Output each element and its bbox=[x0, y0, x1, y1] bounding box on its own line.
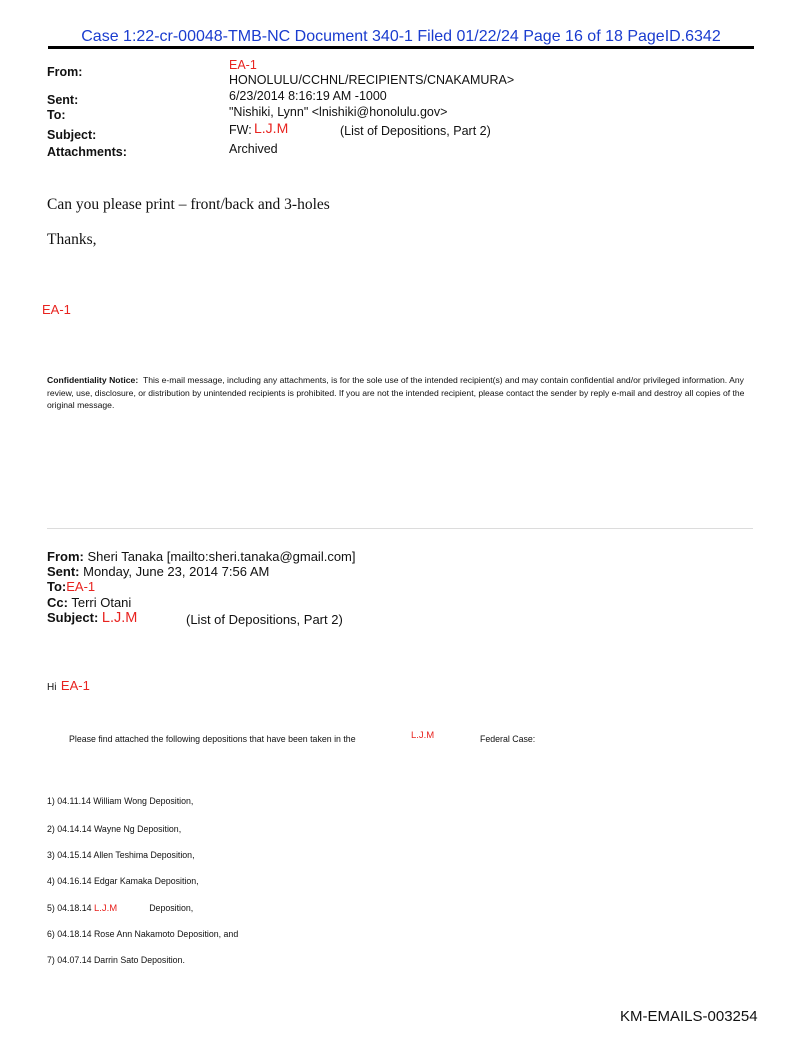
greeting-redaction: EA-1 bbox=[60, 678, 90, 693]
fwd-sent-line bbox=[47, 564, 269, 579]
greeting bbox=[47, 677, 90, 695]
list-item bbox=[47, 903, 193, 914]
fwd-sent-label: Sent: bbox=[47, 564, 80, 579]
header-rule bbox=[48, 46, 754, 49]
to-value: "Nishiki, Lynn" <lnishiki@honolulu.gov> bbox=[229, 105, 448, 119]
attachments-value: Archived bbox=[229, 142, 278, 156]
intro-text: Please find attached the following depositions that have been taken in the bbox=[69, 734, 356, 744]
fwd-cc-label: Cc: bbox=[47, 595, 68, 610]
bates-number: KM-EMAILS-003254 bbox=[620, 1008, 758, 1025]
list-item-redaction: L.J.M bbox=[93, 903, 118, 914]
list-item-suffix: Deposition, bbox=[149, 903, 194, 913]
fwd-subject-rest: (List of Depositions, Part 2) bbox=[186, 612, 343, 627]
fwd-from-value: Sheri Tanaka [mailto:sheri.tanaka@gmail.com] bbox=[87, 549, 356, 564]
list-item: 1) 04.11.14 William Wong Deposition, bbox=[47, 796, 194, 806]
signature-redaction: EA-1 bbox=[42, 302, 71, 317]
attachments-label: Attachments: bbox=[47, 145, 127, 159]
list-item: 6) 04.18.14 Rose Ann Nakamoto Deposition, and bbox=[47, 929, 239, 939]
sent-value: 6/23/2014 8:16:19 AM -1000 bbox=[229, 89, 387, 103]
fwd-to-line bbox=[47, 579, 95, 594]
confidentiality-label: Confidentiality Notice: bbox=[47, 375, 139, 385]
court-filing-header: Case 1:22-cr-00048-TMB-NC Document 340-1 Filed 01/22/24 Page 16 of 18 PageID.6342 bbox=[81, 28, 721, 45]
list-item: 7) 04.07.14 Darrin Sato Deposition. bbox=[47, 955, 185, 965]
list-item: 2) 04.14.14 Wayne Ng Deposition, bbox=[47, 824, 182, 834]
fwd-subject-redaction: L.J.M bbox=[101, 610, 138, 626]
fwd-subject-label: Subject: bbox=[47, 610, 99, 625]
intro-redaction: L.J.M bbox=[411, 730, 435, 741]
list-item-prefix: 5) 04.18.14 bbox=[47, 903, 92, 913]
confidentiality-text: This e-mail message, including any attachments, is for the sole use of the intended recipient(s) and may contain confidential and/or privileged information. Any review, use, disclosure, or distribution by unintended recipients is prohibited. If you are not the intended recipient, please contact the sender by reply e-mail and destroy all copies of the original message. bbox=[47, 375, 745, 410]
from-redaction: EA-1 bbox=[229, 58, 257, 72]
fwd-from-line bbox=[47, 549, 356, 564]
body-line-print-request: Can you please print – front/back and 3-holes bbox=[47, 196, 330, 213]
fwd-from-label: From: bbox=[47, 549, 84, 564]
subject-label: Subject: bbox=[47, 128, 97, 142]
from-label: From: bbox=[47, 65, 83, 79]
fwd-subject-line bbox=[47, 610, 137, 626]
intro-after: Federal Case: bbox=[480, 734, 536, 744]
subject-redaction: L.J.M bbox=[254, 120, 289, 136]
sent-label: Sent: bbox=[47, 93, 79, 107]
fwd-cc-line bbox=[47, 595, 131, 610]
body-line-thanks: Thanks, bbox=[47, 231, 97, 248]
greeting-prefix: Hi bbox=[47, 682, 57, 693]
list-item: 4) 04.16.14 Edgar Kamaka Deposition, bbox=[47, 876, 199, 886]
subject-rest: (List of Depositions, Part 2) bbox=[340, 124, 491, 138]
fwd-to-label: To: bbox=[47, 579, 67, 594]
list-item: 3) 04.15.14 Allen Teshima Deposition, bbox=[47, 850, 195, 860]
fwd-to-redaction: EA-1 bbox=[66, 579, 96, 594]
subject-prefix: FW: bbox=[229, 123, 252, 137]
from-value: HONOLULU/CCHNL/RECIPIENTS/CNAKAMURA> bbox=[229, 73, 515, 87]
section-divider bbox=[47, 528, 753, 529]
fwd-cc-value: Terri Otani bbox=[71, 595, 132, 610]
confidentiality-notice bbox=[47, 374, 747, 412]
to-label: To: bbox=[47, 108, 66, 122]
fwd-sent-value: Monday, June 23, 2014 7:56 AM bbox=[83, 564, 270, 579]
